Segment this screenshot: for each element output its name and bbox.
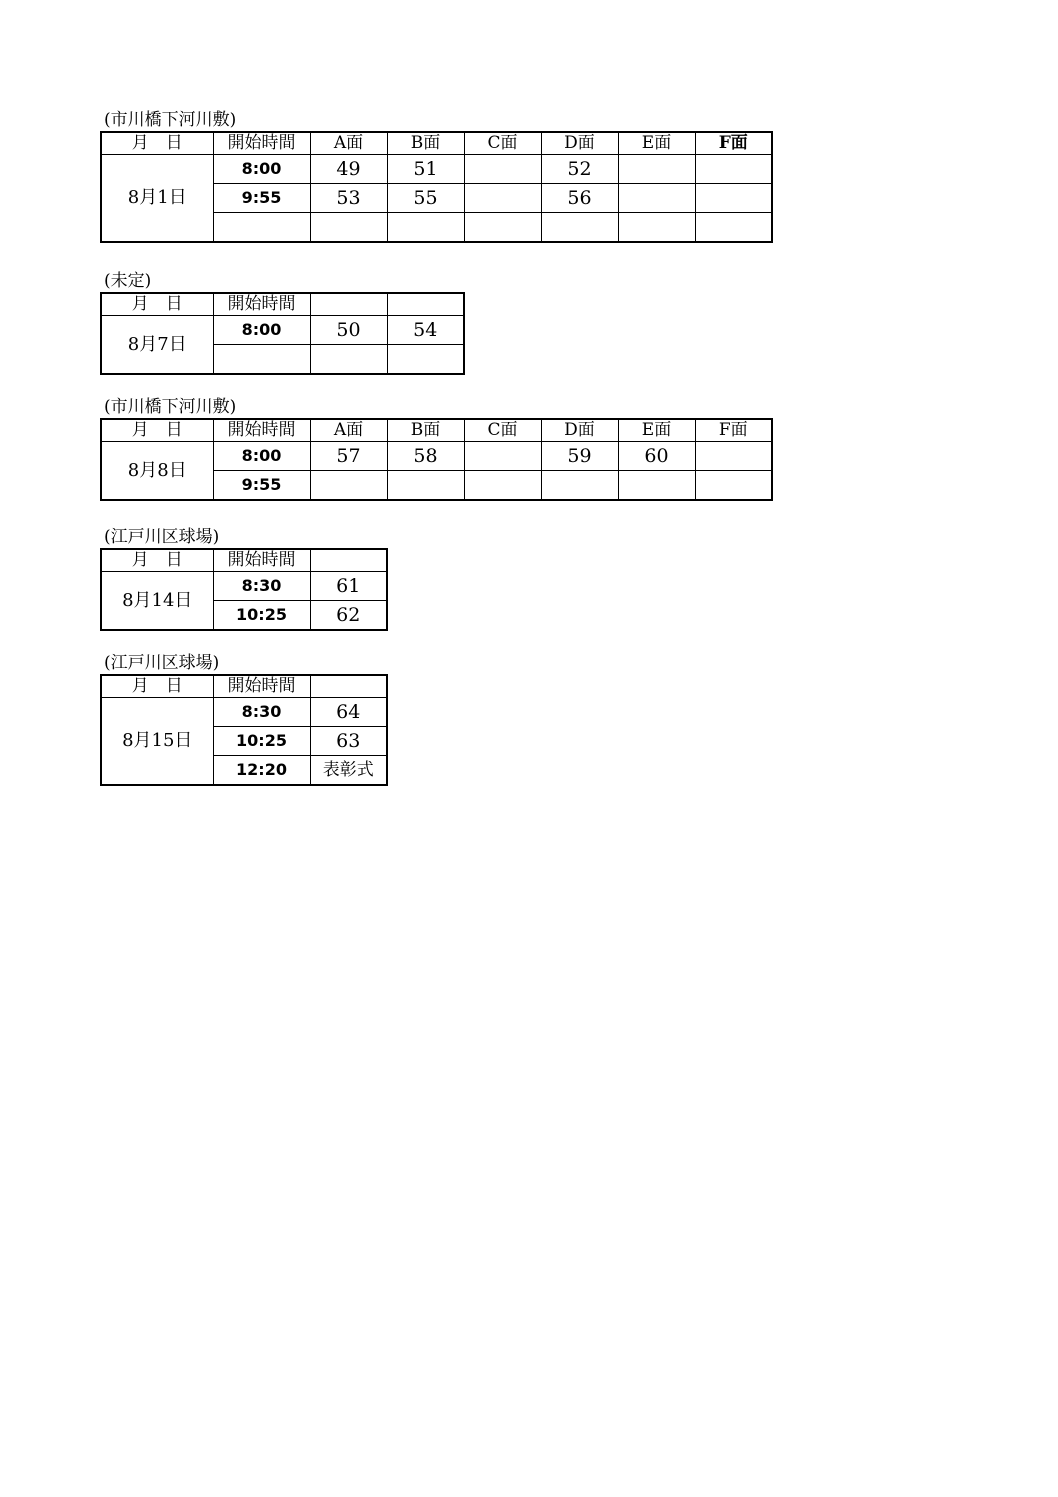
venue-label: (市川橋下河川敷)	[104, 110, 237, 130]
time-cell	[213, 345, 310, 375]
header-date: 月 日	[101, 549, 213, 572]
schedule-section-5	[100, 652, 388, 786]
header-court-a: A面	[310, 132, 387, 155]
game-cell: 52	[541, 155, 618, 184]
schedule-table	[100, 548, 388, 631]
game-cell	[618, 155, 695, 184]
header-date: 月 日	[101, 419, 213, 442]
game-cell	[310, 471, 387, 501]
game-cell	[464, 471, 541, 501]
header-time: 開始時間	[213, 132, 310, 155]
game-cell	[464, 442, 541, 471]
time-cell: 9:55	[213, 471, 310, 501]
header-court-c: C面	[464, 132, 541, 155]
time-cell: 8:30	[213, 572, 310, 601]
game-cell	[695, 213, 772, 243]
date-cell: 8月1日	[101, 155, 213, 243]
game-cell: 61	[310, 572, 387, 601]
schedule-section-2	[100, 270, 465, 375]
game-cell	[618, 213, 695, 243]
header-court	[310, 293, 387, 316]
game-cell	[464, 213, 541, 243]
header-court-d: D面	[541, 132, 618, 155]
header-court	[310, 675, 387, 698]
game-cell: 51	[387, 155, 464, 184]
game-cell: 63	[310, 727, 387, 756]
game-cell	[695, 471, 772, 501]
header-date: 月 日	[101, 293, 213, 316]
game-cell: 56	[541, 184, 618, 213]
header-court	[387, 293, 464, 316]
header-time: 開始時間	[213, 549, 310, 572]
header-row	[101, 132, 772, 155]
game-cell	[464, 184, 541, 213]
game-cell: 57	[310, 442, 387, 471]
game-cell	[310, 345, 387, 375]
date-cell: 8月15日	[101, 698, 213, 786]
table-row	[101, 316, 464, 345]
time-cell: 8:00	[213, 442, 310, 471]
game-cell	[310, 213, 387, 243]
header-court-e: E面	[618, 419, 695, 442]
game-cell	[695, 155, 772, 184]
table-row	[101, 698, 387, 727]
header-row	[101, 549, 387, 572]
date-cell: 8月8日	[101, 442, 213, 501]
header-court-f: F面	[695, 419, 772, 442]
schedule-table	[100, 674, 388, 786]
game-cell: 49	[310, 155, 387, 184]
header-court-b: B面	[387, 132, 464, 155]
header-date: 月 日	[101, 132, 213, 155]
time-cell: 12:20	[213, 756, 310, 786]
game-cell	[541, 213, 618, 243]
venue-label: (江戸川区球場)	[104, 527, 220, 547]
header-court-a: A面	[310, 419, 387, 442]
header-time: 開始時間	[213, 675, 310, 698]
header-court-f: F面	[695, 132, 772, 155]
schedule-section-1	[100, 109, 773, 243]
venue-label: (未定)	[104, 271, 152, 291]
game-cell	[695, 184, 772, 213]
time-cell: 8:00	[213, 155, 310, 184]
game-cell: 59	[541, 442, 618, 471]
date-cell: 8月14日	[101, 572, 213, 631]
game-cell: 55	[387, 184, 464, 213]
game-cell	[387, 345, 464, 375]
game-cell	[464, 155, 541, 184]
header-court-e: E面	[618, 132, 695, 155]
schedule-section-4	[100, 526, 388, 631]
schedule-table	[100, 292, 465, 375]
game-cell	[541, 471, 618, 501]
game-cell: 64	[310, 698, 387, 727]
date-cell: 8月7日	[101, 316, 213, 375]
schedule-table	[100, 131, 773, 243]
time-cell	[213, 213, 310, 243]
header-court-c: C面	[464, 419, 541, 442]
game-cell	[618, 471, 695, 501]
game-cell: 62	[310, 601, 387, 631]
game-cell: 58	[387, 442, 464, 471]
game-cell: 53	[310, 184, 387, 213]
game-cell	[618, 184, 695, 213]
ceremony-cell: 表彰式	[310, 756, 387, 786]
time-cell: 9:55	[213, 184, 310, 213]
header-court	[310, 549, 387, 572]
header-court-b: B面	[387, 419, 464, 442]
header-time: 開始時間	[213, 293, 310, 316]
table-row	[101, 572, 387, 601]
schedule-table	[100, 418, 773, 501]
time-cell: 8:30	[213, 698, 310, 727]
venue-label: (市川橋下河川敷)	[104, 397, 237, 417]
header-row	[101, 419, 772, 442]
game-cell	[387, 213, 464, 243]
time-cell: 8:00	[213, 316, 310, 345]
game-cell: 60	[618, 442, 695, 471]
time-cell: 10:25	[213, 727, 310, 756]
table-row	[101, 155, 772, 184]
schedule-section-3	[100, 396, 773, 501]
game-cell: 50	[310, 316, 387, 345]
header-court-d: D面	[541, 419, 618, 442]
header-date: 月 日	[101, 675, 213, 698]
venue-label: (江戸川区球場)	[104, 653, 220, 673]
table-row	[101, 442, 772, 471]
game-cell	[387, 471, 464, 501]
header-row	[101, 675, 387, 698]
header-time: 開始時間	[213, 419, 310, 442]
header-row	[101, 293, 464, 316]
game-cell: 54	[387, 316, 464, 345]
time-cell: 10:25	[213, 601, 310, 631]
game-cell	[695, 442, 772, 471]
